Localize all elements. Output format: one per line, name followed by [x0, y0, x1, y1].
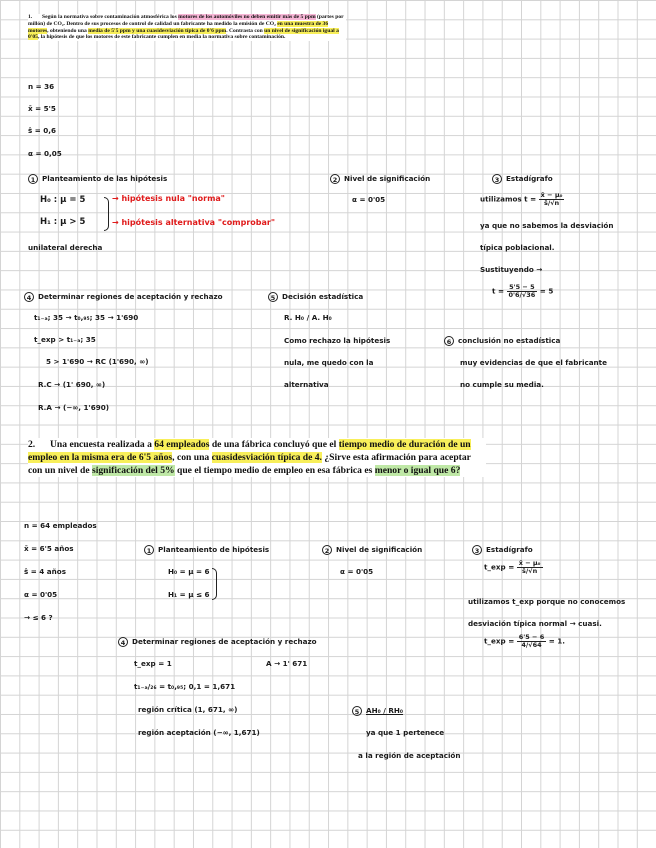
s2-alpha: α = 0'05	[340, 567, 374, 576]
s1-decision: R. H₀ / A. H₀	[284, 313, 332, 322]
s1-h0: H₀ : μ = 5	[40, 195, 86, 205]
s1-h1: H₁ : μ > 5	[40, 217, 86, 227]
s1-ra: R.A → (−∞, 1'690)	[38, 403, 110, 412]
s2-step1-title: 1 Planteamiento de hipótesis	[144, 545, 269, 555]
given-mean: x̄ = 5'5	[28, 104, 56, 113]
problem-2-number: 2.	[28, 439, 36, 450]
s1-conclusion-3: no cumple su media.	[460, 380, 544, 389]
s1-reason-2: típica poblacional.	[480, 243, 555, 252]
s2-given-n: n = 64 empleados	[24, 521, 97, 530]
s2-rc: región crítica (1, 671, ∞)	[138, 705, 238, 714]
s1-statistic-calc: t = $\frac{5'5 - 5}{0'6/√36}$ = 5	[492, 283, 554, 299]
s2-step2-title: 2 Nivel de significación	[322, 545, 422, 555]
s1-critical-value: t₁₋ₐ; 35 → t₀,₉₅; 35 → 1'690	[34, 313, 139, 322]
problem-1-number: 1.	[28, 14, 33, 20]
s1-step6-title: 6 conclusión no estadística	[444, 336, 560, 346]
s2-step4-title: 4 Determinar regiones de aceptación y rechazo	[118, 637, 317, 647]
s2-given-sd: ŝ = 4 años	[24, 567, 66, 576]
s1-decision-3: nula, me quedo con la	[284, 358, 374, 367]
s2-a-value: A → 1' 671	[266, 659, 308, 668]
s1-step2-title: 2 Nivel de significación	[330, 174, 430, 184]
s1-substituting: Sustituyendo →	[480, 265, 543, 274]
s2-h0: H₀ = μ = 6	[168, 567, 210, 576]
problem-2-statement: 2. Una encuesta realizada a 64 empleados de una fábrica concluyó que el tiempo medio de duración de un empleo en la misma era de 6'5 años, con una cuasidesviación típica de 4. ¿Sirve esta afirmación para aceptar con un nivel de significación del 5% que el tiempo medio de empleo en esa fábrica es menor o igual que 6?	[28, 438, 486, 477]
given-n: n = 36	[28, 82, 55, 91]
s2-given-mean: x̄ = 6'5 años	[24, 544, 74, 553]
s2-decision-3: a la región de aceptación	[358, 751, 461, 760]
s1-alpha: α = 0'05	[352, 195, 386, 204]
hypothesis-brace	[104, 197, 109, 231]
given-sd: ŝ = 0,6	[28, 126, 57, 135]
s2-h1: H₁ = μ ≤ 6	[168, 590, 210, 599]
s2-reason-2: desviación típica normal → cuasi.	[468, 619, 602, 628]
s2-given-alpha: α = 0'05	[24, 590, 58, 599]
s2-reason-1: utilizamos t_exp porque no conocemos	[468, 597, 626, 606]
s1-h0-note: → hipótesis nula "norma"	[112, 194, 225, 203]
s1-decision-2: Como rechazo la hipótesis	[284, 336, 391, 345]
s1-rc: R.C → (1' 690, ∞)	[38, 380, 106, 389]
s1-step5-title: 5 Decisión estadística	[268, 292, 363, 302]
s1-h1-note: → hipótesis alternativa "comprobar"	[112, 218, 275, 227]
s1-compare: 5 > 1'690 → RC (1'690, ∞)	[46, 357, 149, 366]
s1-step3-title: 3 Estadígrafo	[492, 174, 553, 184]
s1-decision-4: alternativa	[284, 380, 329, 389]
s1-side: unilateral derecha	[28, 243, 103, 252]
s2-step3-title: 3 Estadígrafo	[472, 545, 533, 555]
s2-texp: t_exp = 1	[134, 659, 172, 668]
s2-decision-2: ya que 1 pertenece	[366, 728, 445, 737]
s2-question: → ≤ 6 ?	[24, 613, 53, 622]
s2-step5-title: 5 AH₀ / RH₀	[352, 706, 403, 716]
s2-ra: región aceptación (−∞, 1,671)	[138, 728, 260, 737]
s1-reason-1: ya que no sabemos la desviación	[480, 221, 614, 230]
given-alpha: α = 0,05	[28, 149, 62, 158]
s1-rule: t_exp > t₁₋ₐ; 35	[34, 335, 96, 344]
s2-critical: t₁₋ₐ/₂₆ = t₀,₉₅; 0,1 = 1,671	[134, 682, 236, 691]
s2-statistic-formula: t_exp = $\frac{\text{x̄ − μ₀}}{ŝ/√n}$	[484, 559, 541, 575]
s1-statistic-formula: utilizamos t = $\frac{\text{x̄ − μ₀}}{ŝ/√n}$	[480, 191, 563, 207]
problem-1-statement: 1. Según la normativa sobre contaminación atmosférica los motores de los automóviles no deben emitir más de 5 ppm (partes por millón) de CO₂. Dentro de sus procesos de control de calidad un fabricante ha medido la emisión de CO₂ en una muestra de 36 motores, obteniendo una media de 5'5 ppm y una cuasidesviación típica de 0'6 ppm. Contrasta con un nivel de significación igual a 0'05, la hipótesis de que los motores de este fabricante cumplen en media la normativa sobre contaminación.	[28, 14, 346, 41]
s1-conclusion-2: muy evidencias de que el fabricante	[460, 358, 607, 367]
s1-step1-title: 1 Planteamiento de las hipótesis	[28, 174, 167, 184]
s1-step4-title: 4 Determinar regiones de aceptación y rechazo	[24, 292, 223, 302]
s2-statistic-calc: t_exp = $\frac{6'5 - 6}{4/√64}$ = 1.	[484, 633, 566, 649]
s2-hypothesis-brace	[212, 568, 217, 600]
